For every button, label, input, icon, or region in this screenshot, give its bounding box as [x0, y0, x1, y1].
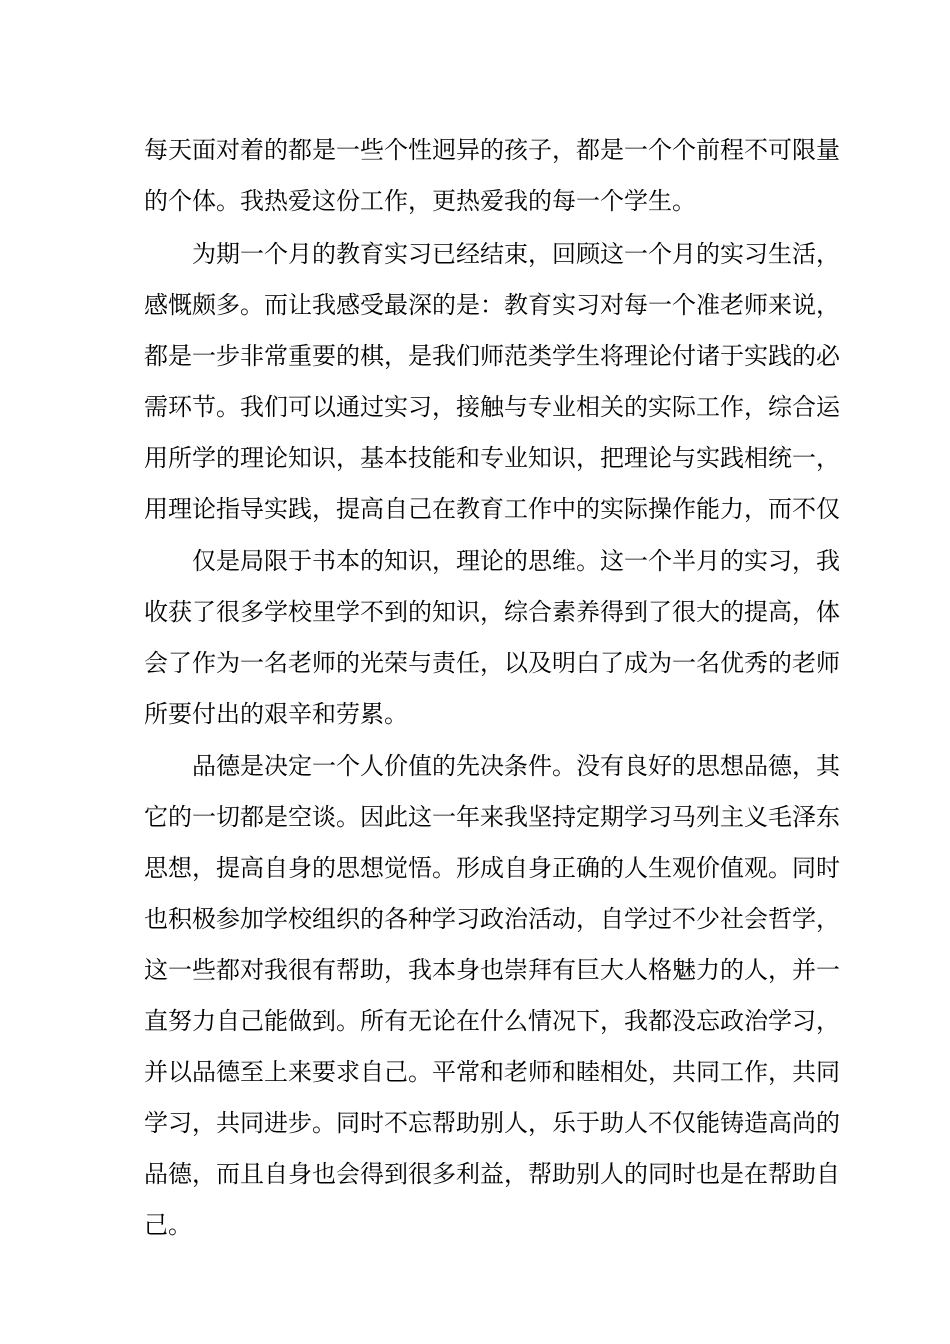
- paragraph-line: 都是一步非常重要的棋，是我们师范类学生将理论付诸于实践的必: [144, 342, 840, 370]
- paragraph-line: 它的一切都是空谈。因此这一年来我坚持定期学习马列主义毛泽东: [144, 803, 840, 831]
- paragraph-line: 己。: [144, 1211, 192, 1239]
- paragraph-line: 用所学的理论知识，基本技能和专业知识，把理论与实践相统一，: [144, 444, 840, 472]
- paragraph-line: 感慨颇多。而让我感受最深的是：教育实习对每一个准老师来说，: [144, 291, 840, 319]
- paragraph-line: 需环节。我们可以通过实习，接触与专业相关的实际工作，综合运: [144, 393, 840, 421]
- paragraph-line: 品德，而且自身也会得到很多利益，帮助别人的同时也是在帮助自: [144, 1160, 840, 1188]
- paragraph-line: 学习，共同进步。同时不忘帮助别人，乐于助人不仅能铸造高尚的: [144, 1109, 840, 1137]
- paragraph-line: 思想，提高自身的思想觉悟。形成自身正确的人生观价值观。同时: [144, 854, 840, 882]
- paragraph-line: 为期一个月的教育实习已经结束，回顾这一个月的实习生活，: [192, 240, 840, 268]
- paragraph-line: 品德是决定一个人价值的先决条件。没有良好的思想品德，其: [192, 752, 840, 780]
- paragraph-line: 这一些都对我很有帮助，我本身也崇拜有巨大人格魅力的人，并一: [144, 956, 840, 984]
- paragraph-line: 也积极参加学校组织的各种学习政治活动，自学过不少社会哲学，: [144, 905, 840, 933]
- paragraph-line: 所要付出的艰辛和劳累。: [144, 700, 408, 728]
- paragraph-line: 收获了很多学校里学不到的知识，综合素养得到了很大的提高，体: [144, 598, 840, 626]
- paragraph-line: 会了作为一名老师的光荣与责任，以及明白了成为一名优秀的老师: [144, 649, 840, 677]
- paragraph-line: 每天面对着的都是一些个性迥异的孩子，都是一个个前程不可限量: [144, 136, 840, 164]
- paragraph-line: 用理论指导实践，提高自己在教育工作中的实际操作能力，而不仅: [144, 495, 840, 523]
- paragraph-line: 仅是局限于书本的知识，理论的思维。这一个半月的实习，我: [192, 547, 840, 575]
- paragraph-line: 的个体。我热爱这份工作，更热爱我的每一个学生。: [144, 187, 696, 215]
- paragraph-line: 直努力自己能做到。所有无论在什么情况下，我都没忘政治学习，: [144, 1007, 840, 1035]
- paragraph-line: 并以品德至上来要求自己。平常和老师和睦相处，共同工作，共同: [144, 1058, 840, 1086]
